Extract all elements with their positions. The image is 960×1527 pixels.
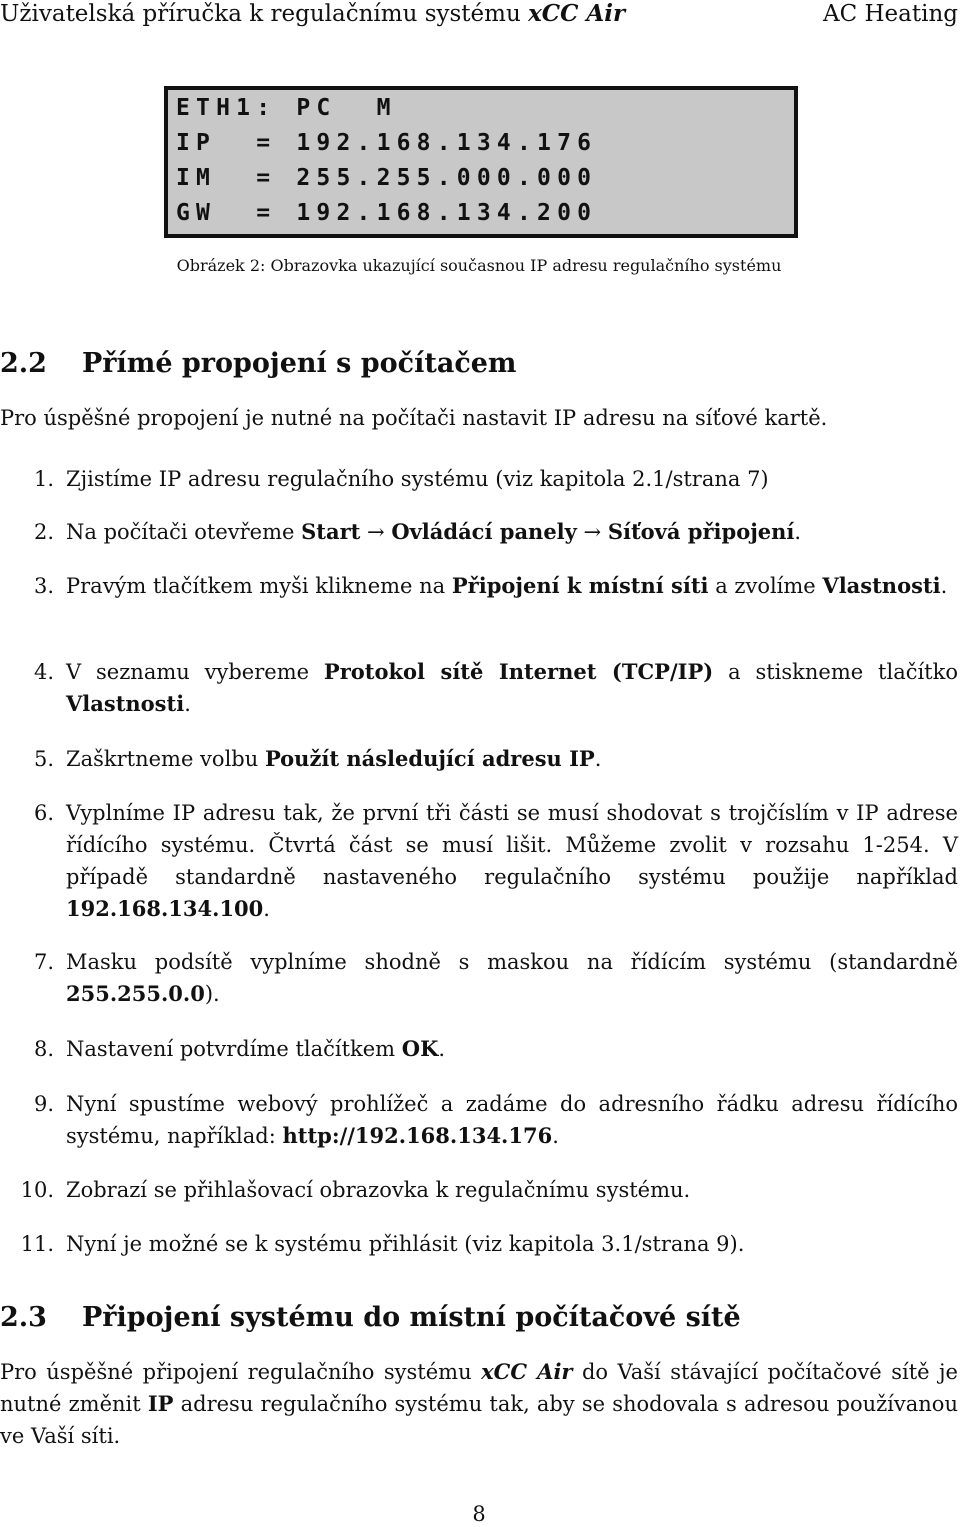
text-run: . (438, 1037, 446, 1061)
lcd-line: IP = 192.168.134.176 (176, 130, 598, 156)
text-run: ). (204, 982, 220, 1006)
lcd-line: ETH1: PC M (176, 95, 397, 121)
bold-term: Použít následující adresu IP (264, 746, 595, 771)
text-run: . (594, 747, 602, 771)
text-run: . (940, 574, 948, 598)
list-item-number: 2. (33, 520, 54, 544)
bold-term: 255.255.0.0 (66, 981, 205, 1006)
text-run: → (360, 520, 392, 544)
header-company: AC Heating (822, 1, 958, 27)
text-run: . (552, 1124, 559, 1148)
section-heading-2-2: 2.2 Přímé propojení s počítačem (0, 348, 517, 379)
section-paragraph: Pro úspěšné připojení regulačního systému xCC Air do Vaší stávající počítačové sítě je nutné změnit IP adresu regulačního systému tak, aby se shodovala s adresou používanou ve Vaší síti. (0, 1359, 958, 1448)
list-item-number: 7. (33, 950, 54, 974)
product-name: xCC Air (481, 1359, 573, 1384)
bold-term: Vlastnosti (822, 573, 941, 598)
lcd-line: GW = 192.168.134.200 (176, 200, 598, 226)
text-run: Vyplníme IP adresu tak, že první tři části se musí shodovat s trojčíslím v IP adrese řídícího systému. Čtvrtá část se musí lišit. Můžeme zvolit v rozsahu 1-254. V případě standardně nastaveného regulačního systému použije například (66, 801, 958, 889)
bold-term: Připojení k místní síti (451, 573, 709, 598)
list-item-number: 11. (20, 1232, 54, 1256)
list-item-number: 9. (33, 1092, 54, 1116)
bold-term: 192.168.134.100 (66, 896, 264, 921)
bold-term: http://192.168.134.176 (282, 1123, 553, 1148)
text-run: Zaškrtneme volbu (66, 747, 265, 771)
list-item-text (66, 743, 958, 775)
product-name: xCC Air (528, 0, 626, 27)
text-run: Pravým tlačítkem myši klikneme na (66, 574, 452, 598)
text-run: Nyní spustíme webový prohlížeč a zadáme do adresního řádku adresu řídícího systému, například: (66, 1092, 958, 1148)
text-run: → (576, 520, 608, 544)
list-item-number: 5. (33, 747, 54, 771)
bold-term: Protokol sítě Internet (TCP/IP) (323, 659, 714, 684)
text-run: a stiskneme tlačítko (713, 660, 958, 684)
list-item-number: 8. (33, 1037, 54, 1061)
lcd-display (164, 86, 798, 238)
list-item-text (66, 1228, 958, 1260)
section-intro: Pro úspěšné propojení je nutné na počítači nastavit IP adresu na síťové kartě. (0, 406, 828, 430)
text-run: Zobrazí se přihlašovací obrazovka k regulačnímu systému. (66, 1178, 691, 1202)
header-title: Uživatelská příručka k regulačnímu systému xCC Air (0, 0, 626, 27)
list-item-text (66, 946, 958, 1010)
text-run: . (184, 692, 191, 716)
text-run: Na počítači otevřeme (66, 520, 302, 544)
list-item-text (66, 463, 958, 495)
text-run: . (794, 520, 802, 544)
list-item-number: 3. (33, 574, 54, 598)
text-run: Zjistíme IP adresu regulačního systému (viz kapitola 2.1/strana 7) (66, 467, 769, 491)
text-run: V seznamu vybereme (66, 660, 324, 684)
figure-caption: Obrázek 2: Obrazovka ukazující současnou IP adresu regulačního systému (176, 256, 782, 275)
text-run: . (263, 897, 270, 921)
bold-term: Ovládácí panely (391, 519, 577, 544)
running-header (0, 0, 958, 30)
section-heading-2-3: 2.3 Připojení systému do místní počítačové sítě (0, 1302, 741, 1333)
list-item-text (66, 570, 958, 602)
list-item-text (66, 516, 958, 548)
ip-term: IP (147, 1391, 174, 1416)
lcd-line: IM = 255.255.000.000 (176, 165, 598, 191)
bold-term: Start (301, 519, 361, 544)
text-run: Masku podsítě vyplníme shodně s maskou na řídícím systému (standardně (66, 950, 958, 974)
list-item-number: 10. (20, 1178, 54, 1202)
text-run: Nastavení potvrdíme tlačítkem (66, 1037, 402, 1061)
page-number: 8 (472, 1502, 486, 1526)
list-item-text (66, 1088, 958, 1152)
text-run: Nyní je možné se k systému přihlásit (viz kapitola 3.1/strana 9). (66, 1232, 745, 1256)
list-item-number: 4. (33, 660, 54, 684)
list-item-text (66, 1033, 958, 1065)
list-item-number: 6. (33, 801, 54, 825)
bold-term: OK (401, 1036, 439, 1061)
bold-term: Vlastnosti (66, 691, 185, 716)
list-item-text (66, 1174, 958, 1206)
list-item-text (66, 797, 958, 925)
bold-term: Síťová připojení (607, 519, 795, 544)
text-run: a zvolíme (708, 574, 823, 598)
list-item-number: 1. (33, 467, 54, 491)
list-item-text (66, 656, 958, 720)
